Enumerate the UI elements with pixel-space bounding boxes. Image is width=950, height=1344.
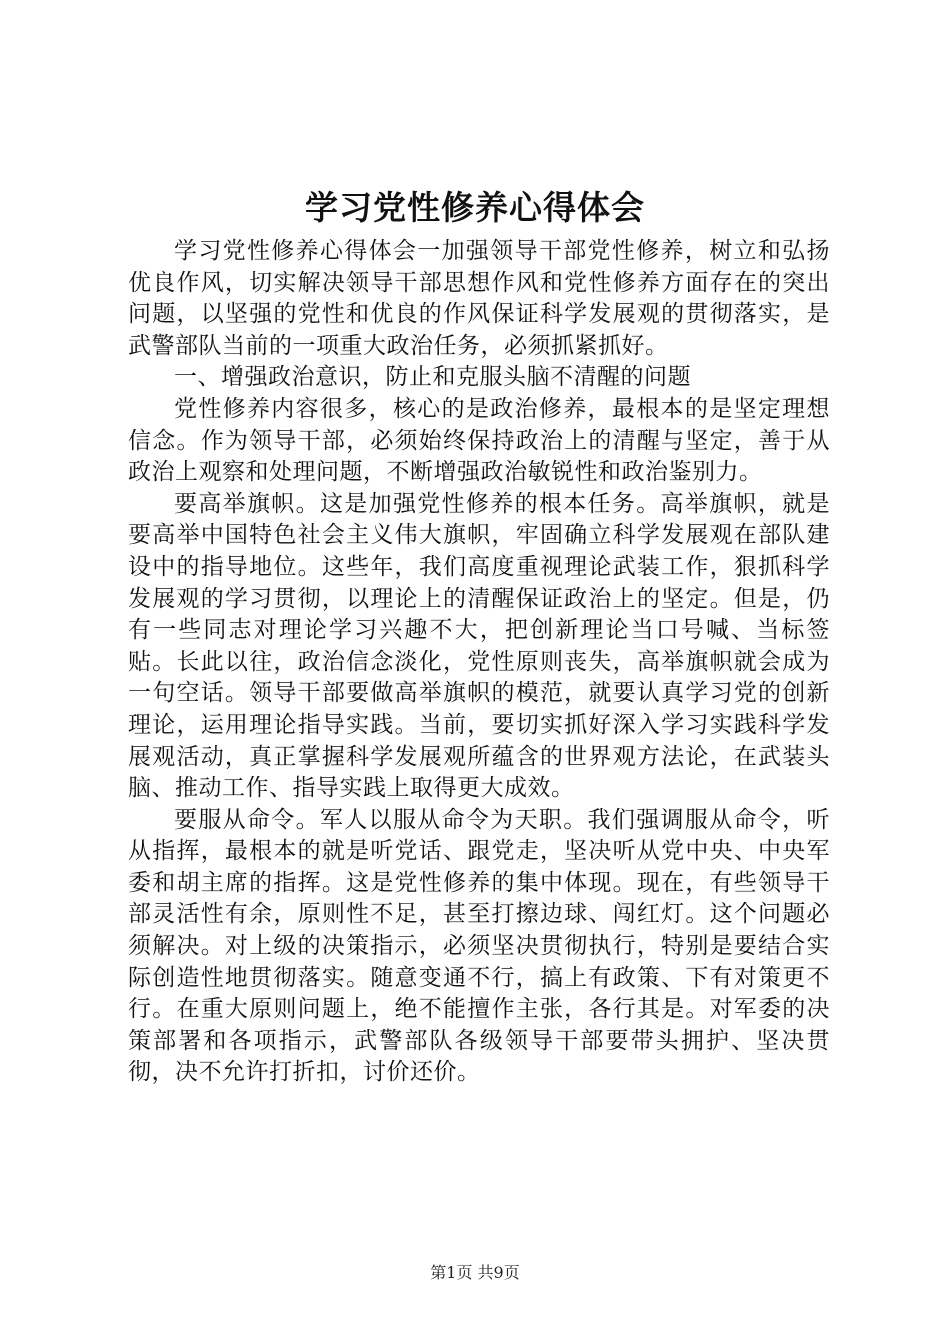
paragraph-intro: 学习党性修养心得体会一加强领导干部党性修养，树立和弘扬优良作风，切实解决领导干部思想作风和党性修养方面存在的突出问题，以坚强的党性和优良的作风保证科学发展观的贯彻落实，是武警部队当前的一项重大政治任务，必须抓紧抓好。 — [128, 238, 830, 359]
document-title: 学习党性修养心得体会 — [305, 188, 645, 227]
document-body — [128, 236, 830, 1089]
section-heading-1: 一、增强政治意识，防止和克服头脑不清醒的问题 — [174, 364, 691, 391]
paragraph-political-cultivation: 党性修养内容很多，核心的是政治修养，最根本的是坚定理想信念。作为领导干部，必须始终保持政治上的清醒与坚定，善于从政治上观察和处理问题，不断增强政治敏锐性和政治鉴别力。 — [128, 395, 830, 486]
page-number-footer: 第1页 共9页 — [430, 1263, 520, 1282]
paragraph-hold-high-banner: 要高举旗帜。这是加强党性修养的根本任务。高举旗帜，就是要高举中国特色社会主义伟大旗帜，牢固确立科学发展观在部队建设中的指导地位。这些年，我们高度重视理论武装工作，狠抓科学发展观的学习贯彻，以理论上的清醒保证政治上的坚定。但是，仍有一些同志对理论学习兴趣不大，把创新理论当口号喊、当标签贴。长此以往，政治信念淡化，党性原则丧失，高举旗帜就会成为一句空话。领导干部要做高举旗帜的模范，就要认真学习党的创新理论，运用理论指导实践。当前，要切实抓好深入学习实践科学发展观活动，真正掌握科学发展观所蕴含的世界观方法论，在武装头脑、推动工作、指导实践上取得更大成效。 — [128, 490, 830, 802]
paragraph-obey-orders: 要服从命令。军人以服从命令为天职。我们强调服从命令，听从指挥，最根本的就是听党话、跟党走，坚决听从党中央、中央军委和胡主席的指挥。这是党性修养的集中体现。现在，有些领导干部灵活性有余，原则性不足，甚至打擦边球、闯红灯。这个问题必须解决。对上级的决策指示，必须坚决贯彻执行，特别是要结合实际创造性地贯彻落实。随意变通不行，搞上有政策、下有对策更不行。在重大原则问题上，绝不能擅作主张，各行其是。对军委的决策部署和各项指示，武警部队各级领导干部要带头拥护、坚决贯彻，决不允许打折扣，讨价还价。 — [128, 806, 830, 1086]
